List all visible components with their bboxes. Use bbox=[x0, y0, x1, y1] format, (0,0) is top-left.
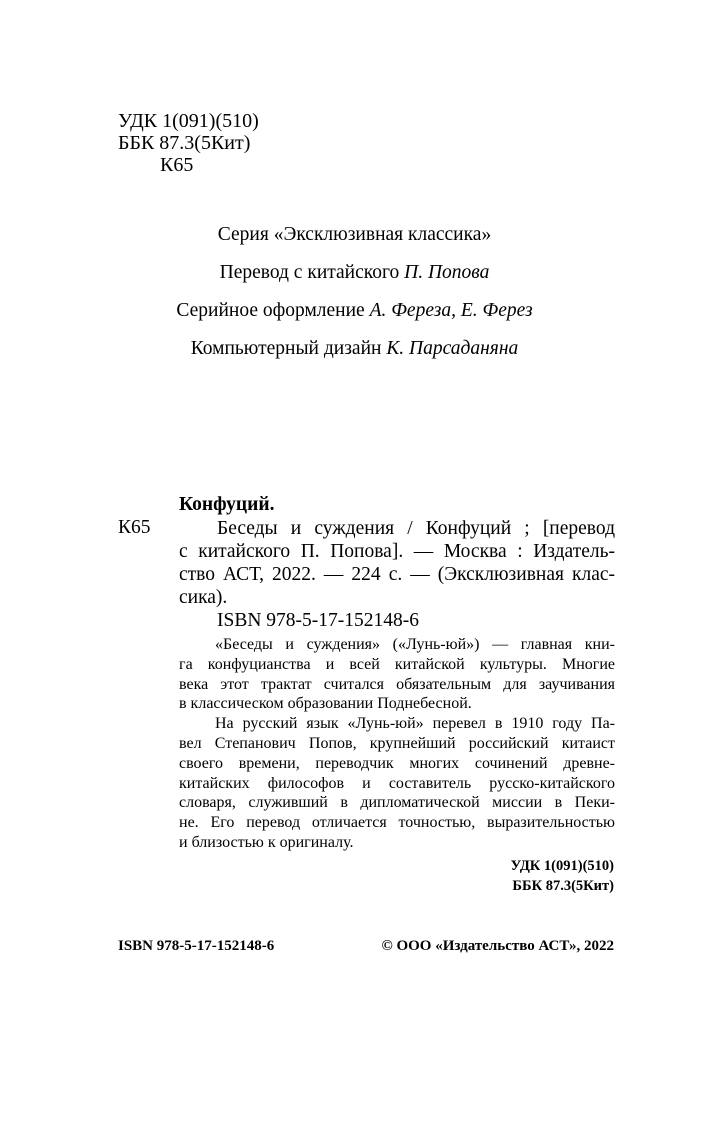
translation-prefix: Перевод с китайского bbox=[219, 262, 400, 283]
bibliographic-description bbox=[179, 517, 615, 609]
entry-udk: УДК 1(091)(510) bbox=[510, 858, 614, 874]
design-prefix: Серийное оформление bbox=[176, 300, 365, 321]
designer-names: А. Фереза, Е. Ферез bbox=[369, 300, 533, 321]
translation-line bbox=[0, 262, 709, 284]
entry-isbn: ISBN 978-5-17-152148-6 bbox=[217, 610, 420, 631]
annotation-line: и близостью к оригиналу. bbox=[179, 833, 354, 851]
bib-line: сика). bbox=[179, 587, 228, 608]
annotation bbox=[179, 635, 615, 853]
annotation-line: китайских философов и составитель русско-китайского bbox=[179, 774, 615, 792]
annotation-line: га конфуцианства и всей китайской культуры. Многие bbox=[179, 655, 615, 673]
author-mark: К65 bbox=[160, 154, 194, 176]
annotation-line: «Беседы и суждения» («Лунь-юй») — главная кни- bbox=[215, 636, 615, 653]
annotation-line: своего времени, переводчик многих сочинений древне- bbox=[179, 754, 615, 772]
annotation-line: На русский язык «Лунь-юй» перевел в 1910 году Па- bbox=[215, 715, 615, 733]
entry-author: Конфуций. bbox=[179, 494, 275, 515]
annotation-line: вел Степанович Попов, крупнейший российский китаист bbox=[179, 734, 615, 752]
translator-name: П. Попова bbox=[404, 262, 490, 283]
design-line bbox=[0, 300, 709, 322]
annotation-line: века этот трактат считался обязательным для заучивания bbox=[179, 675, 615, 693]
annotation-line: словаря, служивший в дипломатической миссии в Пеки- bbox=[179, 794, 615, 812]
bib-line: ство АСТ, 2022. — 224 с. — (Эксклюзивная клас- bbox=[179, 564, 615, 585]
computer-design-prefix: Компьютерный дизайн bbox=[190, 338, 382, 359]
annotation-line: не. Его перевод отличается точностью, выразительностью bbox=[179, 814, 615, 832]
footer-isbn: ISBN 978-5-17-152148-6 bbox=[118, 938, 275, 954]
annotation-line: в классическом образовании Поднебесной. bbox=[179, 695, 472, 713]
bbk-code: ББК 87.3(5Кит) bbox=[118, 132, 251, 154]
footer-copyright: © ООО «Издательство АСТ», 2022 bbox=[381, 938, 614, 954]
computer-design-line bbox=[0, 338, 709, 360]
bib-line: с китайского П. Попова]. — Москва : Издатель- bbox=[179, 541, 615, 562]
entry-bbk: ББК 87.3(5Кит) bbox=[512, 878, 614, 894]
bib-line: Беседы и суждения / Конфуций ; [перевод bbox=[217, 518, 615, 539]
entry-code: К65 bbox=[118, 517, 151, 538]
udk-code: УДК 1(091)(510) bbox=[118, 110, 259, 132]
computer-designer-name: К. Парсаданяна bbox=[386, 338, 519, 359]
series-line: Серия «Эксклюзивная классика» bbox=[217, 224, 492, 245]
